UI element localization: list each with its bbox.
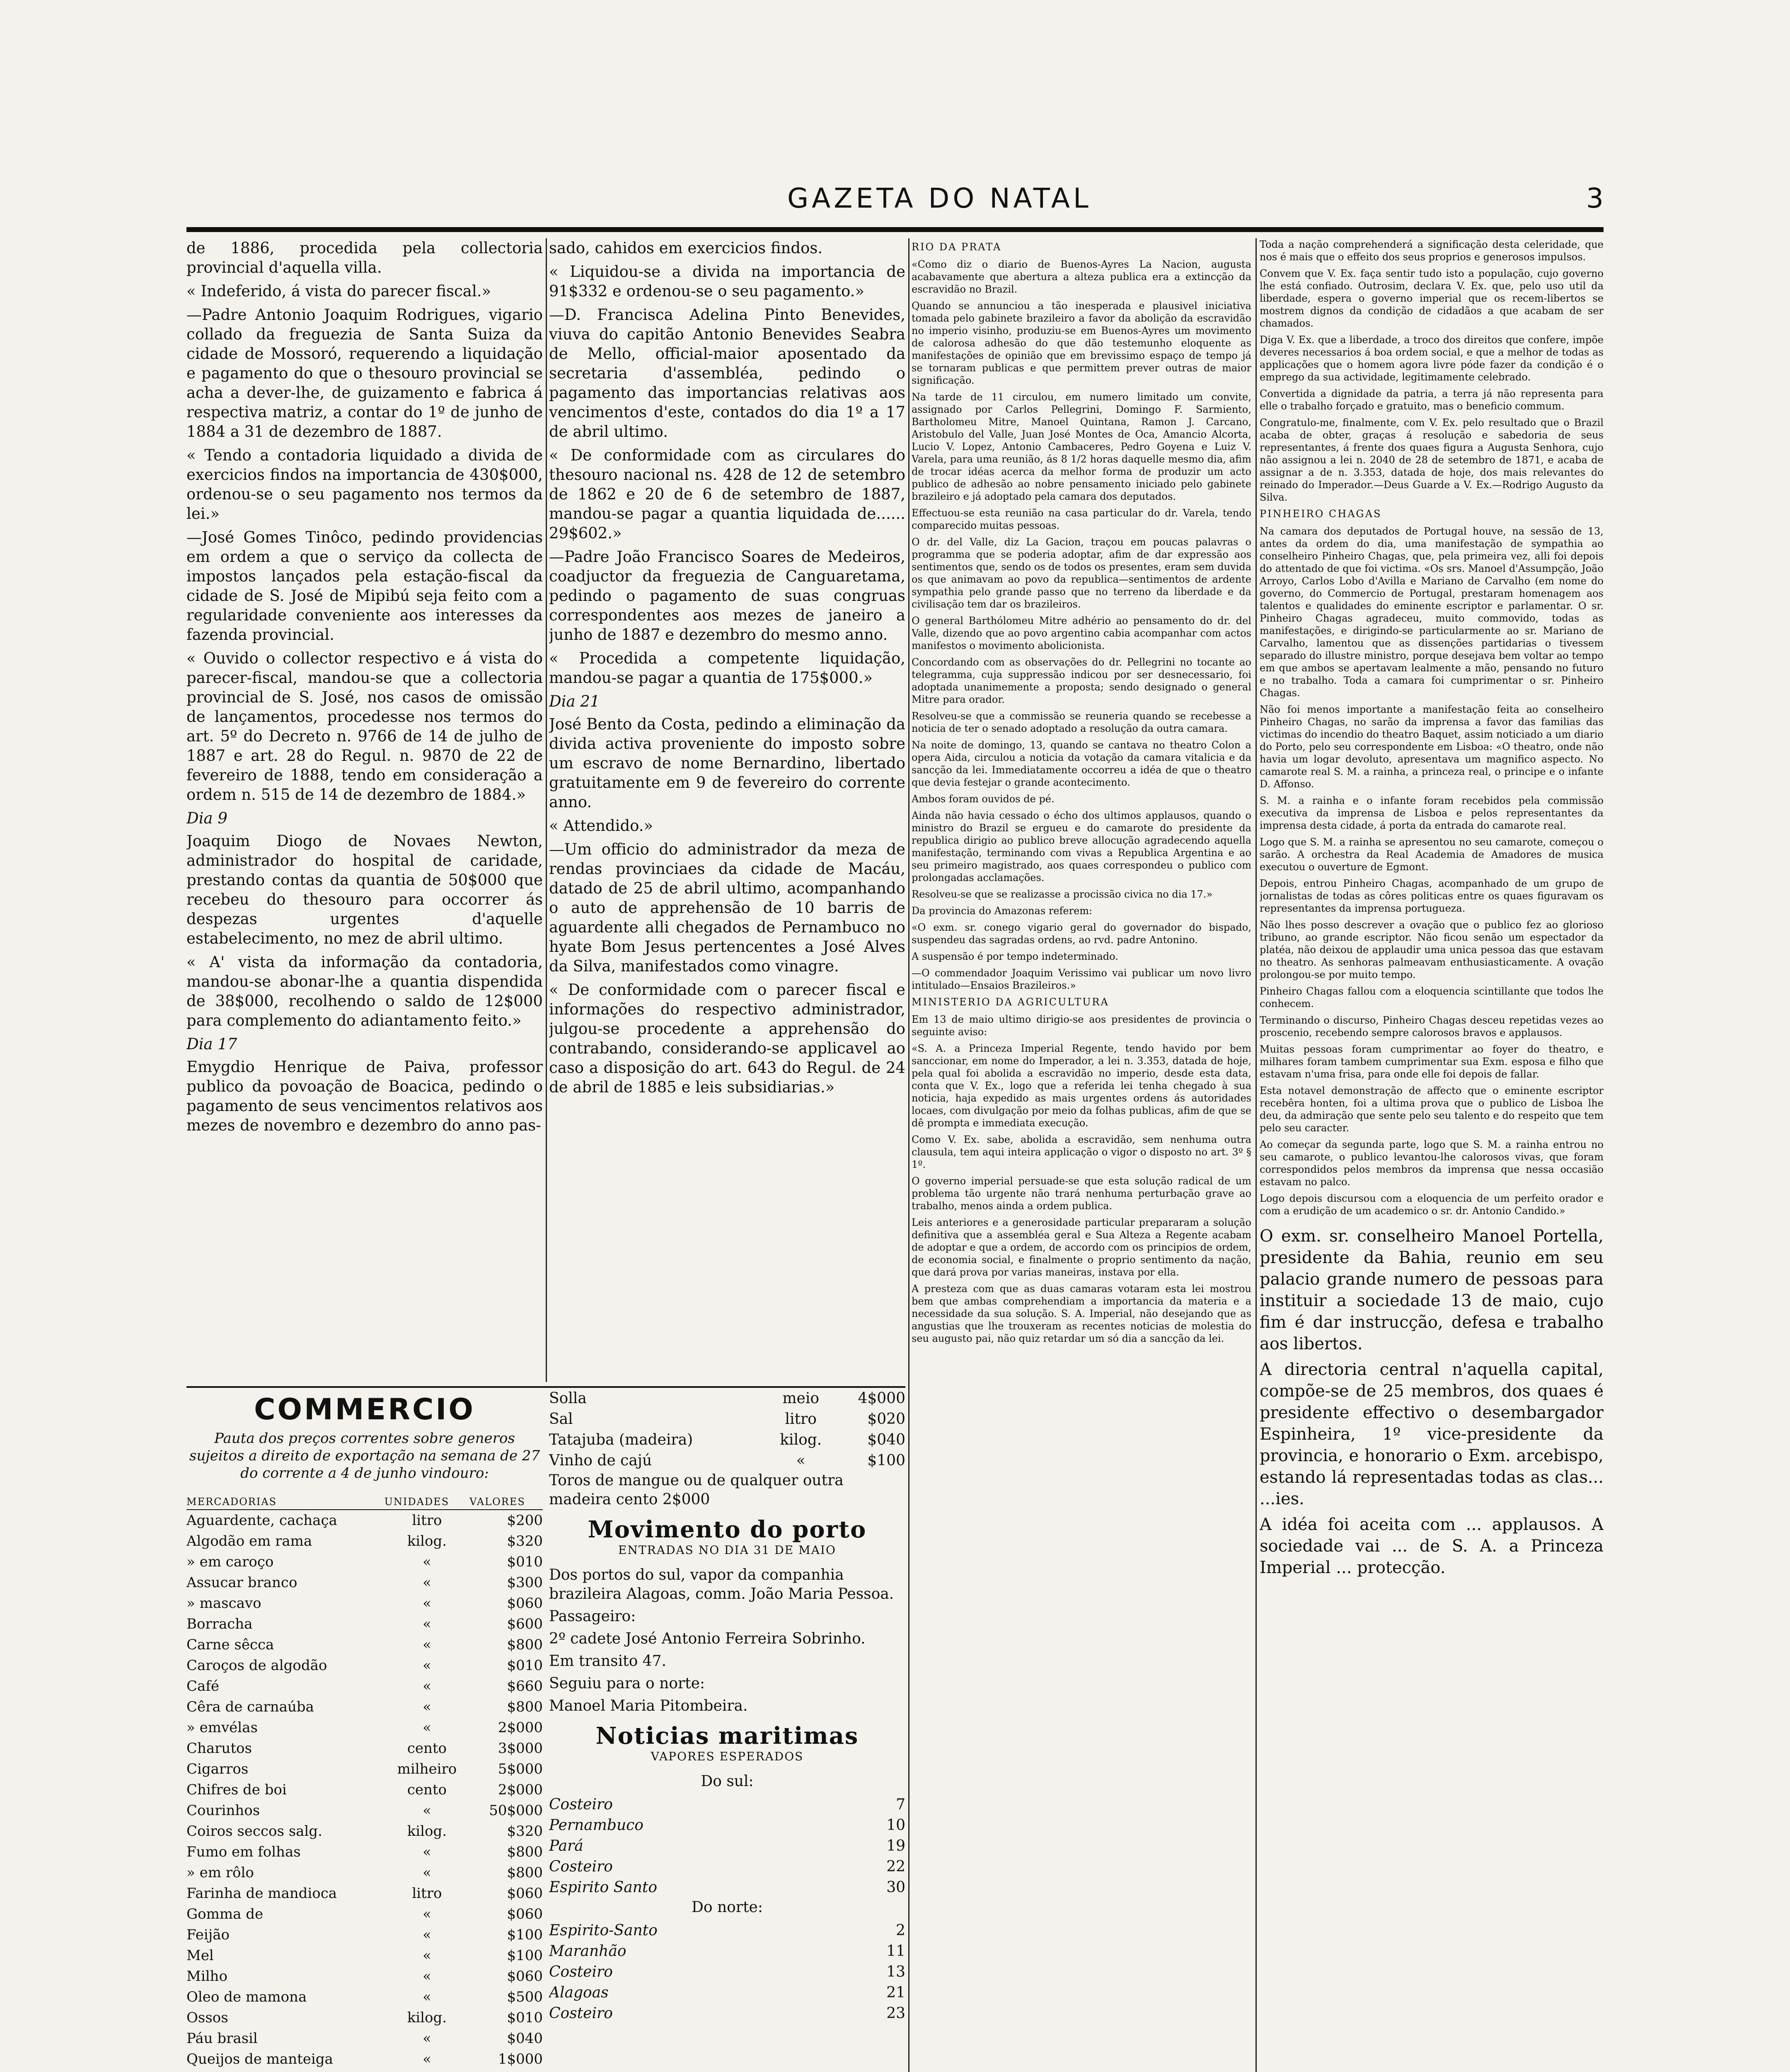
paragraph: Terminando o discurso, Pinheiro Chagas desceu repetidas vezes ao proscenio, recebendo sempre calorosos bravos e applausos. [1260, 1014, 1604, 1038]
table-cell: 7 [896, 1796, 905, 1813]
table-cell: « [422, 1595, 431, 1612]
table-row [186, 1572, 543, 1593]
table-cell: « [422, 1678, 431, 1694]
vapores-norte-table [549, 1920, 905, 2024]
table-cell: Café [186, 1678, 219, 1694]
aviso-continuation [1260, 238, 1604, 503]
paragraph: Seguiu para o norte: [549, 1675, 705, 1692]
date-subheading: Dia 9 [186, 809, 227, 827]
masthead-title: GAZETA DO NATAL [787, 182, 1092, 214]
column-1 [186, 238, 543, 1382]
section-title: RIO DA PRATA [912, 241, 1002, 253]
commercio-section [186, 1388, 543, 2072]
port-news-section [549, 1388, 905, 2072]
table-cell: Pernambuco [549, 1817, 643, 1834]
table-cell: kilog. [407, 2009, 447, 2026]
paragraph: 2º cadete José Antonio Ferreira Sobrinho. [549, 1630, 866, 1647]
paragraph: Convertida a dignidade da patria, a terra já não representa para elle o trabalho forçado e gratuito, mas o beneficio commum. [1260, 388, 1604, 412]
table-cell: Aguardente, cachaça [186, 1512, 337, 1529]
table-row [186, 1738, 543, 1759]
date-subheading: Dia 17 [186, 1035, 237, 1053]
paragraph: «O exm. sr. conego vigario geral do governador do bispado, suspendeu das sagradas ordens, ao rvd. padre Antonino. [912, 922, 1251, 946]
table-cell: Espirito Santo [549, 1879, 658, 1896]
table-cell: $010 [507, 2009, 543, 2026]
paragraph: Em transito 47. [549, 1653, 667, 1670]
table-cell: $040 [867, 1431, 905, 1448]
table-cell: cento [407, 1782, 447, 1798]
table-cell: $800 [507, 1844, 543, 1860]
paragraph: —O commendador Joaquim Verissimo vai publicar um novo livro intitulado—Ensaios Brazileiros.» [912, 967, 1251, 991]
table-cell: « [422, 1906, 431, 1922]
table-row [186, 1552, 543, 1572]
paragraph: Resolveu-se que a commissão se reuneria quando se recebesse a noticia de ter o senado adoptado a resolução da outra camara. [912, 710, 1251, 734]
table-row [186, 1987, 543, 2007]
paragraph: S. M. a rainha e o infante foram recebidos pela commissão executiva da imprensa de Lisboa e pelos representantes da imprensa desta cidade, á porta da entrada do camarote real. [1260, 795, 1604, 831]
column-header: VALORES [469, 1494, 543, 1510]
table-cell: $060 [507, 1906, 543, 1922]
table-row [186, 1655, 543, 1676]
paragraph: Na tarde de 11 circulou, em numero limitado um convite, assignado por Carlos Pellegrini, Domingo F. Sarmiento, Bartholomeu Mitre, Manoel Quintana, Ramon J. Carcano, Aristobulo del Valle, Juan José Montes de Oca, Amancio Alcorta, Lucio V. Lopez, Antonio Cambaceres, Pedro Goyena e Luiz V. Varela, para uma reunião, ás 8 1/2 horas daquelle mesmo dia, afim de trocar idéas acerca da melhor forma de produzir um acto publico de adhesão ao nobre pensamento iniciado pelo gabinete brazileiro e já adoptado pela camara dos deputados. [912, 391, 1251, 502]
table-cell: $100 [507, 1927, 543, 1943]
table-cell: « [422, 1844, 431, 1860]
table-cell: meio [782, 1390, 820, 1407]
table-cell: Ossos [186, 2009, 228, 2026]
table-cell: $100 [867, 1452, 905, 1469]
column-2 [549, 238, 905, 1382]
table-cell: Pará [549, 1837, 583, 1854]
paragraph: « Attendido.» [549, 817, 653, 835]
pauta-caption: Pauta dos preços correntes sobre generos sujeitos a direito de exportação na semana de 27 do corrente a 4 de junho vindouro: [189, 1430, 540, 1481]
paragraph: O general Barthólomeu Mitre adhério ao pensamento do dr. del Valle, dizendo que ao povo argentino cabia acompanhar com actos manifestos o movimento abolicionista. [912, 615, 1251, 651]
table-row [186, 1697, 543, 1717]
table-cell: « [422, 1927, 431, 1943]
table-cell: Coiros seccos salg. [186, 1823, 322, 1840]
table-cell: 2$000 [498, 1719, 543, 1736]
table-cell: Solla [549, 1390, 587, 1407]
table-row [186, 1634, 543, 1655]
table-row [549, 1836, 905, 1857]
table-cell: Maranhão [549, 1943, 626, 1960]
table-cell: $060 [507, 1885, 543, 1902]
table-row [186, 1676, 543, 1697]
table-cell: 5$000 [498, 1761, 543, 1777]
table-cell: milheiro [397, 1761, 457, 1777]
table-cell: « [422, 1947, 431, 1964]
table-cell: $040 [507, 2030, 543, 2047]
table-cell: » em caroço [186, 1554, 274, 1570]
table-row [549, 1388, 905, 1409]
column-header: UNIDADES [385, 1494, 469, 1510]
table-row [549, 1857, 905, 1877]
table-cell: « [422, 2030, 431, 2047]
table-cell: Sal [549, 1411, 573, 1428]
paragraph: —Um officio do administrador da meza de rendas provinciaes da cidade de Macáu, datado de 25 de abril ultimo, acompanhando o auto de apprehensão de 10 barris de aguardente alli chegados de Pernambuco no hyate Bom Jesus pertencentes a José Alves da Silva, manifestados como vinagre. [549, 840, 905, 975]
table-cell: $800 [507, 1636, 543, 1653]
table-row [186, 1904, 543, 1924]
paragraph: Muitas pessoas foram cumprimentar ao foyer do theatro, e milhares foram tambem cumprimentar sua Exm. esposa e filho que estavam n'uma frisa, para onde elle foi depois de fallar. [1260, 1043, 1604, 1080]
paragraph: Emygdio Henrique de Paiva, professor publico da povoação de Boacica, pedindo o pagamento de seus vencimentos relativos aos mezes de novembro e dezembro do anno pas- [186, 1058, 543, 1134]
table-row [186, 1821, 543, 1842]
table-header-row [186, 1494, 543, 1510]
table-row [549, 2003, 905, 2024]
table-cell: Costeiro [549, 1963, 613, 1980]
table-cell: « [422, 1699, 431, 1715]
section-rule [186, 1386, 905, 1388]
table-row [549, 1815, 905, 1836]
toros-line: Toros de mangue ou de qualquer outra madeira cento 2$000 [549, 1472, 844, 1508]
table-cell: Gomma de [186, 1906, 264, 1922]
paragraph: Logo depois discursou com a eloquencia de um perfeito orador e com a erudição de um academico o sr. dr. Antonio Candido.» [1260, 1193, 1604, 1217]
paragraph: Como V. Ex. sabe, abolida a escravidão, sem nenhuma outra clausula, tem aqui inteira applicação o vigor o disposto no art. 3º § 1º. [912, 1134, 1251, 1170]
bahia-article [1260, 1225, 1604, 1578]
table-cell: Charutos [186, 1740, 252, 1757]
column-4 [1260, 238, 1604, 2072]
table-cell: Cigarros [186, 1761, 249, 1777]
table-row [186, 1945, 543, 1966]
paragraph: «S. A. a Princeza Imperial Regente, tendo havido por bem sanccionar, em nome do Imperador, a lei n. 3.353, datada de hoje, pela qual foi abolida a escravidão no imperio, desde esta data, conta que V. Ex., logo que a referida lei tenha chegado à sua noticia, haja expedido as mais urgentes ordens ás autoridades locaes, com divulgação por meio da folhas publicas, afim de que se dê prompta e immediata execução. [912, 1043, 1251, 1129]
noticias-subtitle: VAPORES ESPERADOS [651, 1750, 804, 1763]
paragraph: A presteza com que as duas camaras votaram esta lei mostrou bem que ambas comprehendiam a importancia da materia e a necessidade da sua solução. S. A. Imperial, não desejando que as angustias que lhe trouxeram as recentes noticias de molestia do seu augusto pai, não quiz retardar um só dia a sancção da lei. [912, 1283, 1251, 1344]
paragraph: Effectuou-se esta reunião na casa particular do dr. Varela, tendo comparecido muitas pessoas. [912, 507, 1251, 531]
table-cell: « [422, 1968, 431, 1985]
section-title: PINHEIRO CHAGAS [1260, 508, 1382, 520]
page-number: 3 [1586, 182, 1604, 214]
table-cell: « [422, 1657, 431, 1674]
do-norte-label: Do norte: [692, 1899, 763, 1916]
noticias-title: Noticias maritimas [595, 1722, 859, 1750]
paragraph: —Padre Antonio Joaquim Rodrigues, vigario collado da freguezia de Santa Suiza da cidade de Mossoró, requerendo a liquidação e pagamento do que o thesouro provincial se acha a dever-lhe, de guizamento e fabrica á respectiva matriz, a contar do 1º de junho de 1884 a 31 de dezembro de 1887. [186, 306, 543, 441]
table-cell: « [422, 1636, 431, 1653]
table-row [549, 1962, 905, 1982]
table-cell: 2 [896, 1922, 905, 1939]
table-cell: « [422, 1574, 431, 1591]
table-cell: $800 [507, 1864, 543, 1881]
paragraph: Quando se annunciou a tão inesperada e plausivel iniciativa tomada pelo gabinete brazileiro a favor da abolição da escravidão no imperio visinho, produziu-se em Buenos-Ayres um movimento de calorosa adhesão do que dão testemunho eloquente as manifestações de opinião que em brevissimo espaço de tempo já se tornaram publicas e que permittem prever outras de maior significação. [912, 300, 1251, 386]
table-cell: $010 [507, 1657, 543, 1674]
table-cell: $200 [507, 1512, 543, 1529]
table-cell: $600 [507, 1616, 543, 1632]
paragraph: O exm. sr. conselheiro Manoel Portella, presidente da Bahia, reunio em seu palacio grande numero de pessoas para instituir a sociedade 13 de maio, cujo fim é dar instrucção, defesa e trabalho aos libertos. [1260, 1227, 1604, 1353]
table-cell: Fumo em folhas [186, 1844, 301, 1860]
table-cell: Páu brasil [186, 2030, 258, 2047]
table-row [186, 1779, 543, 1800]
table-row [549, 1794, 905, 1815]
table-cell: 30 [886, 1879, 905, 1896]
table-cell: $660 [507, 1678, 543, 1694]
table-cell: $300 [507, 1574, 543, 1591]
table-cell: $320 [507, 1533, 543, 1549]
paragraph: « Tendo a contadoria liquidado a divida de exercicios findos na importancia de 430$000, ordenou-se o seu pagamento nos termos da lei.» [186, 446, 543, 523]
vapores-sul-table [549, 1794, 905, 1898]
table-cell: Alagoas [549, 1984, 609, 2001]
paragraph: Concordando com as observações do dr. Pellegrini no tocante ao telegramma, cuja suppressão indicou por ser desnecessario, foi adoptada unanimemente a proposta; sendo designado o general Mitre para orador. [912, 656, 1251, 705]
table-row [186, 1800, 543, 1821]
date-subheading: Dia 21 [549, 692, 600, 710]
table-cell: Algodão em rama [186, 1533, 312, 1549]
movimento-title: Movimento do porto [588, 1516, 867, 1543]
paragraph: de 1886, procedida pela collectoria provincial d'aquella villa. [186, 239, 543, 276]
paragraph: O dr. del Valle, diz La Gacion, traçou em poucas palavras o programma que se poderia adoptar, afim de dar expressão aos sentimentos que, sendo os de todos os presentes, eram sem duvida os que animavam ao povo da republica—sentimentos de ardente sympathia pelo grande passo que no terreno da liberdade e da civilisação tem dar os brazileiros. [912, 536, 1251, 610]
paragraph: Logo que S. M. a rainha se apresentou no seu camarote, começou o sarão. A orchestra da Real Academia de Amadores de musica executou o ouverture de Egmont. [1260, 836, 1604, 873]
table-row [186, 1614, 543, 1634]
table-row [549, 1450, 905, 1471]
table-cell: 4$000 [858, 1390, 905, 1407]
column-rule [908, 238, 910, 2072]
table-cell: Vinho de cajú [549, 1452, 652, 1469]
paragraph: Leis anteriores e a generosidade particular prepararam a solução definitiva que a assembléa geral e Sua Alteza a Regente acabam de adoptar e que a ordem, de accordo com os principios de ordem, de economia social, e finalmente o proprio sentimento da nação, que dará prova por varias maneiras, instava por ella. [912, 1217, 1251, 1278]
table-row [186, 1883, 543, 1904]
table-cell: 23 [886, 2005, 905, 2022]
table-cell: $060 [507, 1595, 543, 1612]
table-cell: $020 [867, 1411, 905, 1428]
table-cell: « [422, 2051, 431, 2067]
table-cell: Caroços de algodão [186, 1657, 327, 1674]
rio-da-prata-article [912, 258, 1251, 992]
table-cell: 50$000 [489, 1802, 543, 1819]
table-cell: $500 [507, 1989, 543, 2005]
table-cell: « [422, 1989, 431, 2005]
table-cell: kilog. [780, 1431, 822, 1448]
table-cell: Costeiro [549, 2005, 613, 2022]
paragraph: Joaquim Diogo de Novaes Newton, administrador do hospital de caridade, prestando contas da quantia de 50$000 que recebeu do thesouro para occorrer ás despezas urgentes d'aquelle estabelecimento, no mez de abril ultimo. [186, 832, 543, 947]
paragraph: —D. Francisca Adelina Pinto Benevides, viuva do capitão Antonio Benevides Seabra de Mello, official-maior aposentado da secretaria d'assembléa, pedindo o pagamento das importancias relativas aos vencimentos d'este, contados do dia 1º a 17 de abril ultimo. [549, 306, 905, 441]
page-header [186, 182, 1604, 228]
table-cell: « [422, 1719, 431, 1736]
header-rule [186, 227, 1604, 232]
paragraph: Da provincia do Amazonas referem: [912, 905, 1093, 917]
table-cell: « [422, 1864, 431, 1881]
table-row [186, 1924, 543, 1945]
paragraph: Dos portos do sul, vapor da companhia brazileira Alagoas, comm. João Maria Pessoa. [549, 1566, 894, 1602]
table-cell: Mel [186, 1947, 214, 1964]
table-cell: Costeiro [549, 1796, 613, 1813]
table-cell: » mascavo [186, 1595, 261, 1612]
paragraph: A idéa foi aceita com ... applausos. A sociedade vai ... de S. A. a Princeza Imperial ... protecção. [1260, 1515, 1604, 1577]
table-cell: Carne sêcca [186, 1636, 274, 1653]
table-cell: » em rôlo [186, 1864, 254, 1881]
paragraph: Ainda não havia cessado o écho dos ultimos applausos, quando o ministro do Brazil se ergueu e do camarote do presidente da republica dirigio ao publico breve allocução agradecendo aquella manifestação, terminando com vivas a Republica Argentina e ao seu primeiro magistrado, aos quaes correspondeu o publico com prolongadas acclamações. [912, 810, 1251, 884]
table-row [186, 1862, 543, 1883]
table-cell: « [422, 1802, 431, 1819]
table-cell: litro [785, 1411, 817, 1428]
table-cell: 22 [886, 1858, 905, 1875]
price-table-body [549, 1388, 905, 1471]
paragraph: Na camara dos deputados de Portugal houve, na sessão de 13, antes da ordem do dia, uma manifestação de sympathia ao conselheiro Pinheiro Chagas, que, pela primeira vez, alli foi depois do attentado de que foi victima. «Os srs. Manoel d'Assumpção, João Arroyo, Carlos Lobo d'Avilla e Mariano de Carvalho (em nome do governo, do Commercio de Portugal, prestaram homenagem aos talentos e qualidades do eminente escriptor e parlamentar. O sr. Pinheiro Chagas agradeceu, muito commovido, todas as manifestações, e dirigindo-se particularmente ao sr. Mariano de Carvalho, lamentou que as dissenções partidarias o tivessem separado do illustre ministro, porque desejava bem voltar ao tempo em que ambos se apertavam lealmente a mão, pensando no futuro e no trabalho. Toda a camara foi cumprimentar o sr. Pinheiro Chagas. [1260, 525, 1604, 699]
paragraph: « A' vista da informação da contadoria, mandou-se abonar-lhe a quantia dispendida de 38$000, recolhendo o saldo de 12$000 para complemento do adiantamento feito.» [186, 953, 543, 1029]
paragraph: Esta notavel demonstração de affecto que o eminente escriptor recebêra honten, foi a ultima prova que o publico de Lisboa lhe deu, da admiração que sente pelo seu talento e do respeito que tem pelo seu caracter. [1260, 1085, 1604, 1134]
paragraph: Resolveu-se que se realizasse a procissão civica no dia 17.» [912, 888, 1213, 900]
table-row [186, 1593, 543, 1614]
table-cell: $320 [507, 1823, 543, 1840]
table-cell: Courinhos [186, 1802, 260, 1819]
paragraph: Convem que V. Ex. faça sentir tudo isto a população, cujo governo lhe está confiado. Outrosim, declara V. Ex. que, pelo uso util da liberdade, espera o governo imperial que os recem-libertos se mostrem dignos da condição de cidadãos a que acabam de ser chamados. [1260, 268, 1604, 329]
table-cell: 10 [886, 1817, 905, 1834]
table-cell: Feijão [186, 1927, 230, 1943]
table-cell: $100 [507, 1947, 543, 1964]
paragraph: « Liquidou-se a divida na importancia de 91$332 e ordenou-se o seu pagamento.» [549, 263, 905, 300]
table-row [549, 1430, 905, 1450]
paragraph: « Ouvido o collector respectivo e á vista do parecer-fiscal, mandou-se que a collectoria provincial de S. José, nos casos de omissão de lançamentos, procedesse nos termos do art. 5º do Decreto n. 9766 de 14 de julho de 1887 e art. 28 do Regul. n. 9870 de 22 de fevereiro de 1888, tendo em consideração a ordem n. 515 de 14 de dezembro de 1884.» [186, 649, 543, 804]
table-cell: « [422, 1554, 431, 1570]
paragraph: Toda a nação comprehenderá a significação desta celeridade, que nos é mais que o effeito dos seus proprios e generosos impulsos. [1260, 239, 1604, 263]
table-cell: kilog. [407, 1823, 447, 1840]
table-cell: Espirito-Santo [549, 1922, 658, 1939]
table-row [186, 1531, 543, 1552]
paragraph: Diga V. Ex. que a liberdade, a troco dos direitos que confere, impõe deveres necessarios á boa ordem social, e que a melhor de todas as applicações que o homem agora livre póde fazer da condição é o emprego da sua actividade, legitimamente celebrado. [1260, 334, 1604, 383]
table-cell: Farinha de mandioca [186, 1885, 337, 1902]
table-row [549, 1982, 905, 2003]
table-cell: 3$000 [498, 1740, 543, 1757]
paragraph: Não lhes posso descrever a ovação que o publico fez ao glorioso tribuno, ao grande escriptor. Não ficou senão um espectador da platéa, não deixou de applaudir uma unica pessoa das que estavam no theatro. As senhoras palmeavam enthusiasticamente. A ovação prolongou-se por muito tempo. [1260, 919, 1604, 980]
paragraph: Congratulo-me, finalmente, com V. Ex. pelo resultado que o Brazil acaba de obter, graças á resolução e sabedoria de seus representantes, á frente dos quaes figura a Augusta Senhora, cujo não assignou a lei n. 2040 de 28 de setembro de 1871, e acaba de assignar a de n. 3.353, datada de hoje, dos mais relevantes do reinado do Imperador.—Deus Guarde a V. Ex.—Rodrigo Augusto da Silva. [1260, 417, 1604, 503]
table-cell: $010 [507, 1554, 543, 1570]
column-rule [1255, 238, 1257, 2072]
table-row [186, 1759, 543, 1779]
paragraph: Em 13 de maio ultimo dirigio-se aos presidentes de provincia o seguinte aviso: [912, 1014, 1251, 1038]
table-cell: Queijos de manteiga [186, 2051, 333, 2067]
table-row [186, 2007, 543, 2028]
paragraph: Na noite de domingo, 13, quando se cantava no theatro Colon a opera Aida, circulou a noticia da votação da camara vitalicia e da sancção da lei. Immediatamente occorreu a idéa de que o theatro que devia festejar o grande acontecimento. [912, 739, 1251, 788]
table-cell: 11 [886, 1943, 905, 1960]
table-cell: Borracha [186, 1616, 253, 1632]
table-cell: Oleo de mamona [186, 1989, 307, 2005]
table-cell: 13 [886, 1963, 905, 1980]
table-row [549, 1941, 905, 1962]
table-cell: Cêra de carnaúba [186, 1699, 314, 1715]
table-row [186, 2049, 543, 2070]
pinheiro-chagas-article [1260, 525, 1604, 1217]
paragraph: Depois, entrou Pinheiro Chagas, acompanhado de um grupo de jornalistas de todas as côres politicas entre os quaes figuravam os representantes da imprensa portugueza. [1260, 878, 1604, 914]
paragraph: Não foi menos importante a manifestação feita ao conselheiro Pinheiro Chagas, no sarão da imprensa a favor das familias das victimas do incendio do theatro Baquet, assim noticiado a um diario do Porto, pelo seu correspondente em Lisboa: «O theatro, onde não havia um logar devoluto, apresentava um magnifico aspecto. No camarote real S. M. a rainha, a princeza real, o principe e o infante D. Affonso. [1260, 704, 1604, 790]
paragraph: A suspensão é por tempo indeterminado. [912, 951, 1118, 962]
table-row [186, 1510, 543, 1531]
column-rule [546, 238, 547, 1382]
column-header: MERCADORIAS [186, 1494, 385, 1510]
table-row [186, 1842, 543, 1862]
paragraph: « Indeferido, á vista do parecer fiscal.» [186, 282, 491, 300]
table-cell: Costeiro [549, 1858, 613, 1875]
price-table [186, 1494, 543, 2070]
table-cell: $800 [507, 1699, 543, 1715]
commercio-title: COMMERCIO [254, 1392, 475, 1426]
table-row [549, 1920, 905, 1941]
section-title: MINISTERIO DA AGRICULTURA [912, 996, 1109, 1008]
table-cell: litro [412, 1885, 442, 1902]
paragraph: Pinheiro Chagas fallou com a eloquencia scintillante que todos lhe conhecem. [1260, 985, 1604, 1009]
table-cell: Milho [186, 1968, 227, 1985]
paragraph: Ambos foram ouvidos de pé. [912, 793, 1055, 805]
paragraph: Manoel Maria Pitombeira. [549, 1697, 748, 1714]
movimento-subtitle: ENTRADAS NO DIA 31 DE MAIO [618, 1543, 836, 1557]
table-row [549, 1409, 905, 1430]
paragraph: O governo imperial persuade-se que esta solução radical de um problema tão urgente não trará nenhuma perturbação grave ao trabalho, menos ainda a ordem publica. [912, 1175, 1251, 1212]
table-row [186, 1717, 543, 1738]
table-cell: litro [412, 1512, 442, 1529]
table-cell: « [422, 1616, 431, 1632]
price-table-body [186, 1510, 543, 2070]
table-cell: kilog. [407, 1533, 447, 1549]
paragraph: Ao começar da segunda parte, logo que S. M. a rainha entrou no seu camarote, o publico levantou-lhe calorosos vivas, que foram correspondidos pelos membros da imprensa que nessa occasião estavam no palco. [1260, 1139, 1604, 1188]
paragraph: José Bento da Costa, pedindo a eliminação da divida activa proveniente do imposto sobre um escravo de nome Bernardino, libertado gratuitamente em 9 de fevereiro do corrente anno. [549, 715, 905, 811]
table-cell: 2$000 [498, 1782, 543, 1798]
paragraph: —José Gomes Tinôco, pedindo providencias em ordem a que o serviço da collecta de impostos lançados pela estação-fiscal da cidade de S. José de Mipibú seja feito com a regularidade conveniente aos interesses da fazenda provincial. [186, 528, 543, 644]
table-cell: Assucar branco [186, 1574, 298, 1591]
table-row [549, 1877, 905, 1898]
table-cell: 21 [886, 1984, 905, 2001]
paragraph: Passageiro: [549, 1608, 636, 1625]
paragraph: —Padre João Francisco Soares de Medeiros, coadjuctor da freguezia de Canguaretama, pedindo o pagamento de suas congruas correspondentes aos mezes de janeiro a junho de 1887 e dezembro do mesmo anno. [549, 548, 905, 644]
table-cell: $060 [507, 1968, 543, 1985]
table-cell: « [796, 1452, 806, 1469]
price-table-continued [549, 1388, 905, 1471]
do-sul-label: Do sul: [701, 1773, 754, 1790]
paragraph: sado, cahidos em exercicios findos. [549, 239, 823, 257]
table-cell: 1$000 [498, 2051, 543, 2067]
table-row [186, 1966, 543, 1987]
table-cell: » emvélas [186, 1719, 258, 1736]
table-row [186, 2028, 543, 2049]
ministerio-article [912, 1013, 1251, 1345]
paragraph: « Procedida a competente liquidação, mandou-se pagar a quantia de 175$000.» [549, 649, 905, 687]
table-cell: Tatajuba (madeira) [549, 1431, 693, 1448]
paragraph: A directoria central n'aquella capital, compõe-se de 25 membros, dos quaes é presidente effectivo o desembargador Espinheira, 1º vice-presidente da provincia, e honorario o Exm. arcebispo, estando lá representadas todas as clas... ...ies. [1260, 1360, 1604, 1508]
table-cell: Chifres de boi [186, 1782, 287, 1798]
paragraph: «Como diz o diario de Buenos-Ayres La Nacion, augusta acabavamente que abertura a alteza publica era a extincção da escravidão no Brazil. [912, 259, 1251, 295]
column-3 [912, 238, 1251, 2072]
table-cell: cento [407, 1740, 447, 1757]
paragraph: « De conformidade com o parecer fiscal e informações do respectivo administrador, julgou-se procedente a apprehensão do contrabando, considerando-se applicavel ao caso a disposição do art. 643 do Regul. de 24 de abril de 1885 e leis subsidiarias.» [549, 981, 905, 1096]
table-cell: 19 [886, 1837, 905, 1854]
paragraph: « De conformidade com as circulares do thesouro nacional ns. 428 de 12 de setembro de 1862 e 20 de 6 de setembro de 1887, mandou-se pagar a quantia liquidada de...... 29$602.» [549, 446, 905, 542]
